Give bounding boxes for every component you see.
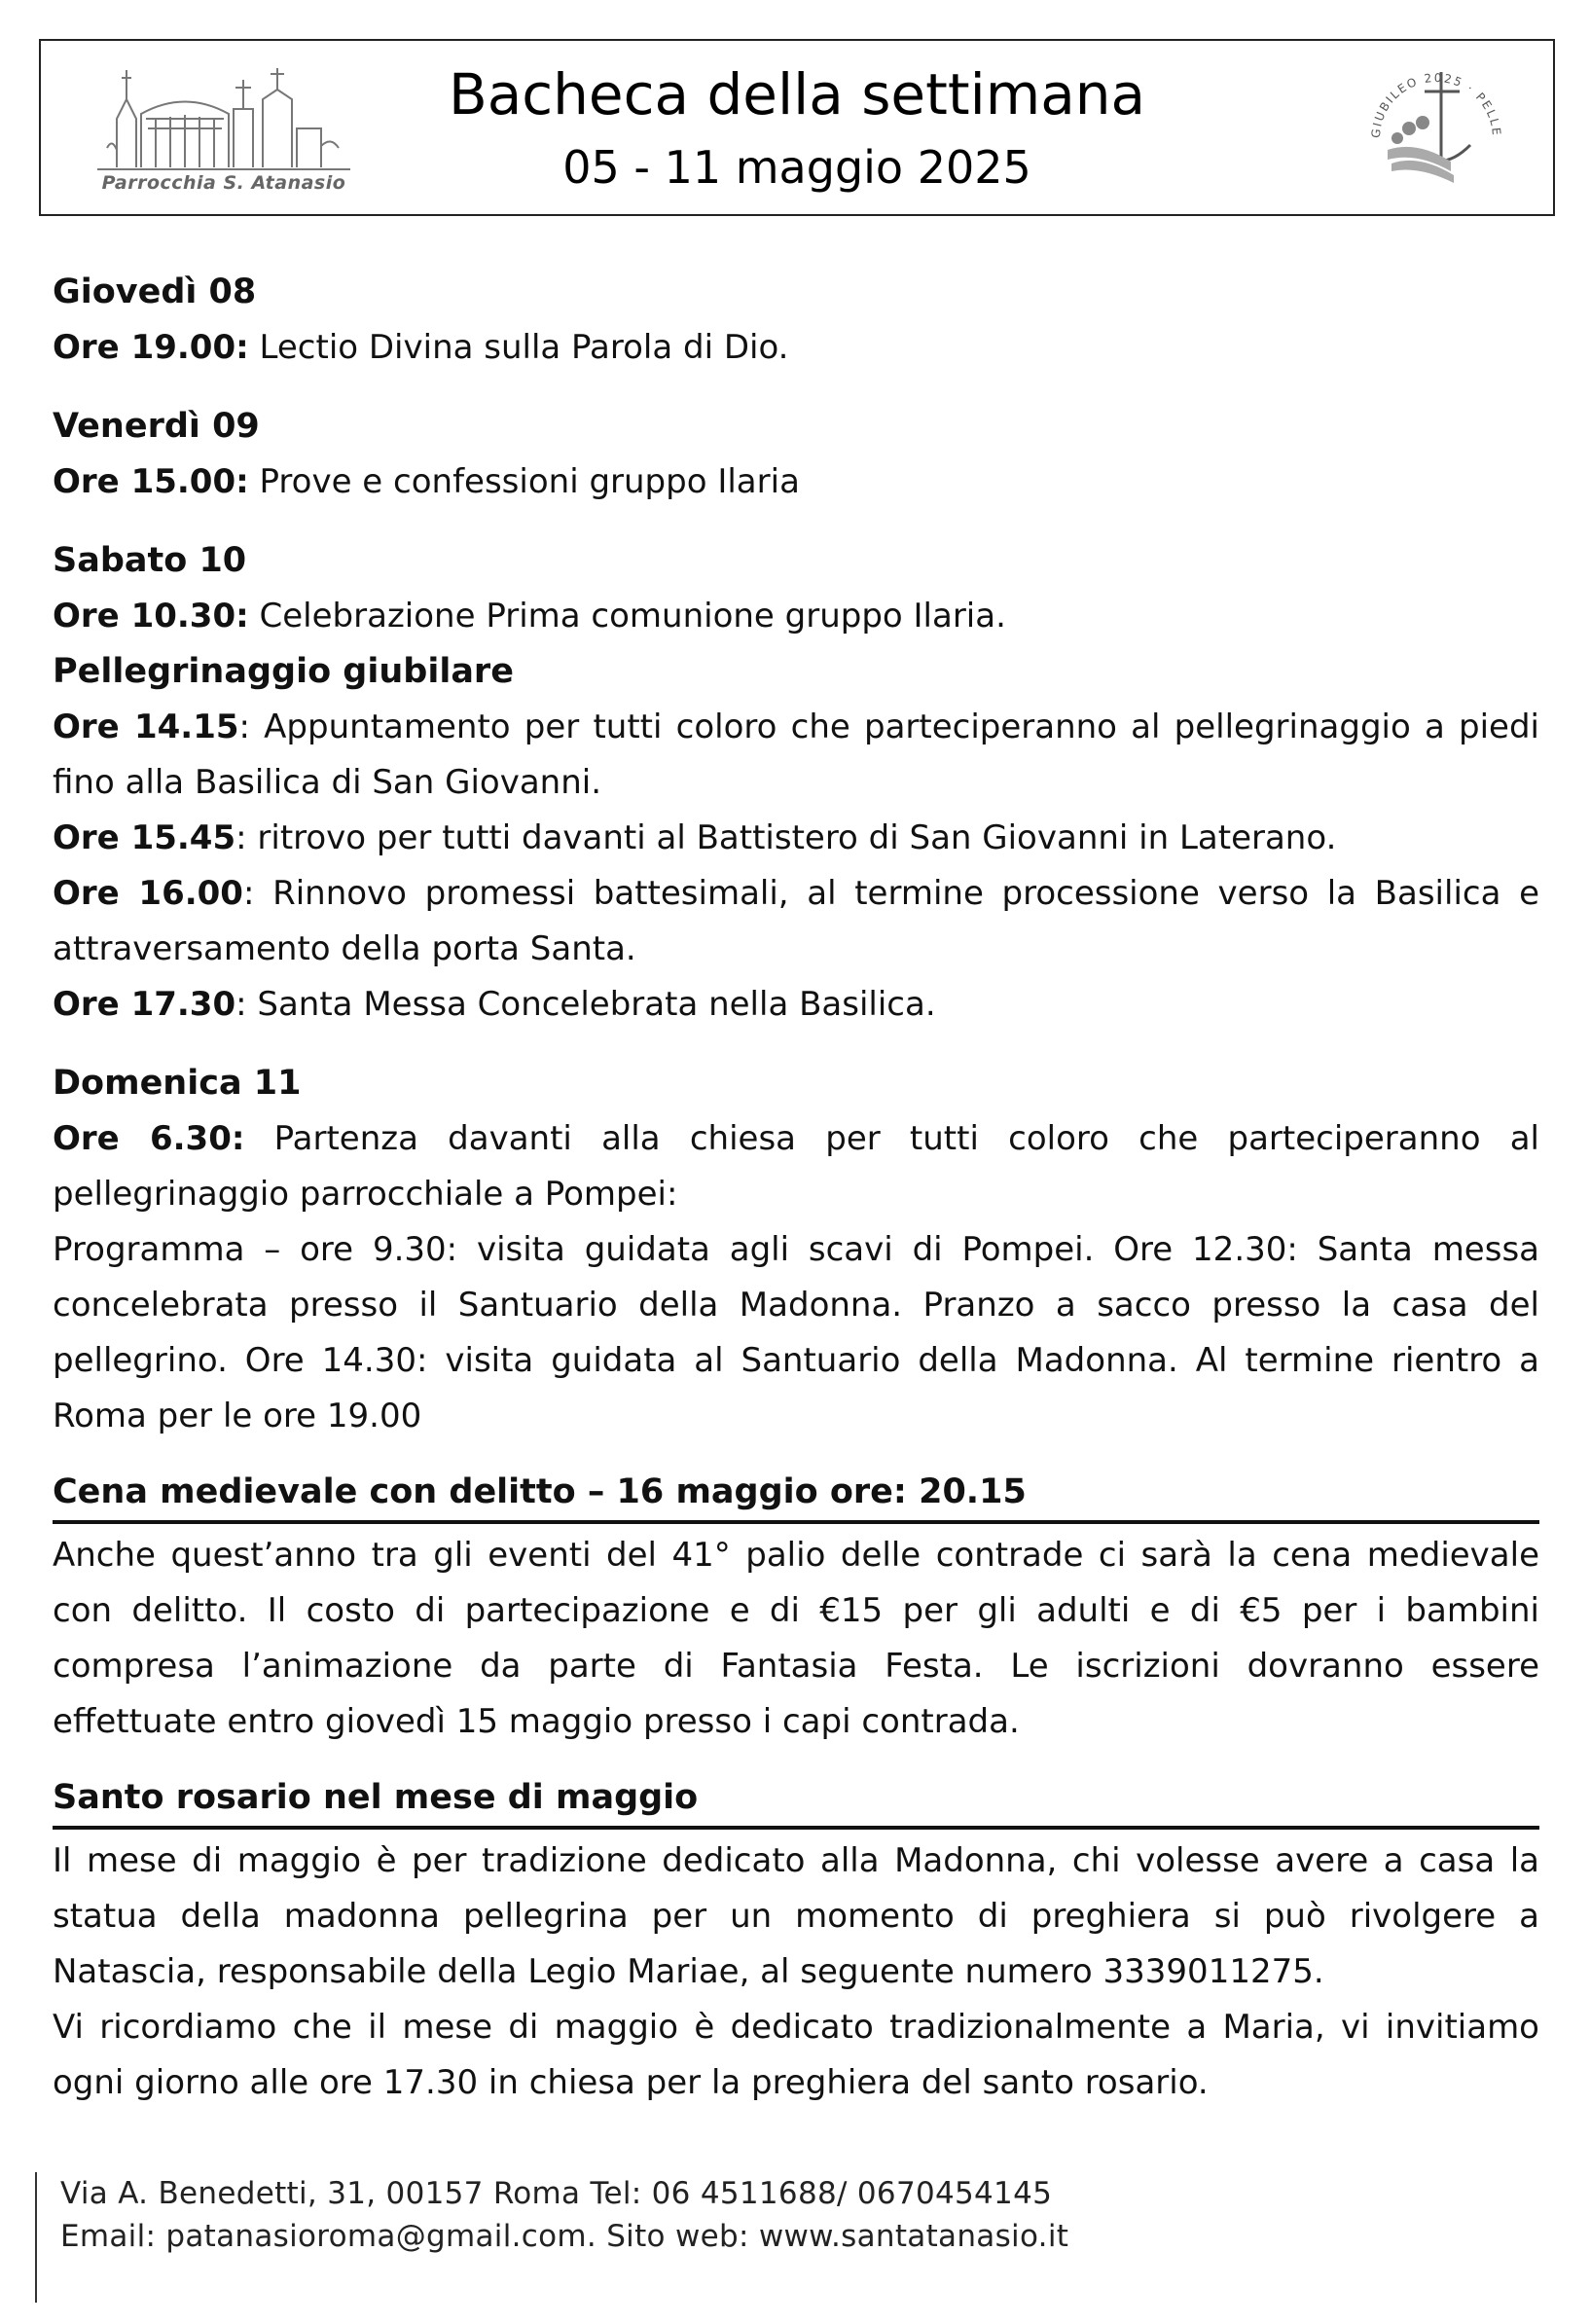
jubilee-logo-icon xyxy=(1358,53,1514,208)
entry-text: : Appuntamento per tutti coloro che parteciperanno al pellegrinaggio a piedi fino alla Basilica di San Giovanni. xyxy=(53,708,1539,802)
entry-time: Ore 19.00: xyxy=(53,328,249,367)
footer-address: Via A. Benedetti, 31, 00157 Roma Tel: 06 4511688/ 0670454145 xyxy=(60,2176,1053,2211)
day-heading: Sabato 10 xyxy=(53,541,247,580)
jubilee-logo xyxy=(1358,53,1514,208)
section-body-2: Vi ricordiamo che il mese di maggio è dedicato tradizionalmente a Maria, vi invitiamo ogni giorno alle ore 17.30 in chiesa per la preghiera del santo rosario. xyxy=(53,2008,1539,2102)
jubilee-logo-text: GIUBILEO 2025 · PELLE xyxy=(1368,70,1504,139)
entry-text: : ritrovo per tutti davanti al Battistero di San Giovanni in Laterano. xyxy=(235,818,1337,857)
pilgrimage-heading: Pellegrinaggio giubilare xyxy=(53,652,514,691)
section-title: Cena medievale con delitto – 16 maggio ore: 20.15 xyxy=(53,1468,1539,1524)
entry-text: Lectio Divina sulla Parola di Dio. xyxy=(248,328,789,367)
entry-text: : Rinnovo promessi battesimali, al termine processione verso la Basilica e attraversamento della porta Santa. xyxy=(53,874,1539,968)
church-drawing-icon xyxy=(88,60,360,177)
entry-time: Ore 15.00: xyxy=(53,462,249,501)
svg-text:GIUBILEO 2025 · PELLEGRINI DI xyxy=(1358,53,1503,138)
parish-logo xyxy=(68,53,379,208)
schedule-entry xyxy=(53,700,1539,811)
schedule-entry xyxy=(53,454,1539,510)
footer-contact: Email: patanasioroma@gmail.com. Sito web: www.santatanasio.it xyxy=(60,2219,1069,2254)
day-heading: Giovedì 08 xyxy=(53,272,257,311)
entry-time: Ore 16.00 xyxy=(53,874,243,913)
main-content xyxy=(53,265,1539,2111)
section-title: Santo rosario nel mese di maggio xyxy=(53,1773,1539,1830)
parish-label: Parrocchia S. Atanasio xyxy=(101,172,346,194)
entry-time: Ore 10.30: xyxy=(53,597,249,635)
entry-text: : Santa Messa Concelebrata nella Basilica. xyxy=(235,985,936,1024)
entry-text: Prove e confessioni gruppo Ilaria xyxy=(248,462,800,501)
schedule-entry xyxy=(53,977,1539,1033)
page-subtitle: 05 - 11 maggio 2025 xyxy=(562,141,1031,194)
entry-text: Celebrazione Prima comunione gruppo Ilaria. xyxy=(248,597,1006,635)
footer xyxy=(35,2172,1068,2303)
schedule-entry xyxy=(53,1111,1539,1222)
schedule-entry xyxy=(53,589,1539,644)
entry-text: Partenza davanti alla chiesa per tutti coloro che parteciperanno al pellegrinaggio parrocchiale a Pompei: xyxy=(53,1119,1539,1214)
day-heading: Domenica 11 xyxy=(53,1064,302,1103)
schedule-entry xyxy=(53,866,1539,977)
program-text: Programma – ore 9.30: visita guidata agli scavi di Pompei. Ore 12.30: Santa messa concelebrata presso il Santuario della Madonna. Pranzo a sacco presso la casa del pellegrino. Ore 14.30: visita guidata al Santuario della Madonna. Al termine rientro a Roma per le ore 19.00 xyxy=(53,1230,1539,1435)
entry-time: Ore 17.30 xyxy=(53,985,236,1024)
section-body: Anche quest’anno tra gli eventi del 41° palio delle contrade ci sarà la cena medievale con delitto. Il costo di partecipazione e di €15 per gli adulti e di €5 per i bambini compresa l’animazione da parte di Fantasia Festa. Le iscrizioni dovranno essere effettuate entro giovedì 15 maggio presso i capi contrada. xyxy=(53,1536,1539,1741)
day-heading: Venerdì 09 xyxy=(53,407,260,446)
header-box xyxy=(39,39,1555,216)
schedule-entry xyxy=(53,811,1539,866)
entry-time: Ore 14.15 xyxy=(53,708,239,746)
page-title: Bacheca della settimana xyxy=(448,61,1146,127)
section-body: Il mese di maggio è per tradizione dedicato alla Madonna, chi volesse avere a casa la statua della madonna pellegrina per un momento di preghiera si può rivolgere a Natascia, responsabile della Legio Mariae, al seguente numero 3339011275. xyxy=(53,1841,1539,1991)
entry-time: Ore 15.45 xyxy=(53,818,236,857)
schedule-entry xyxy=(53,320,1539,376)
entry-time: Ore 6.30: xyxy=(53,1119,245,1158)
